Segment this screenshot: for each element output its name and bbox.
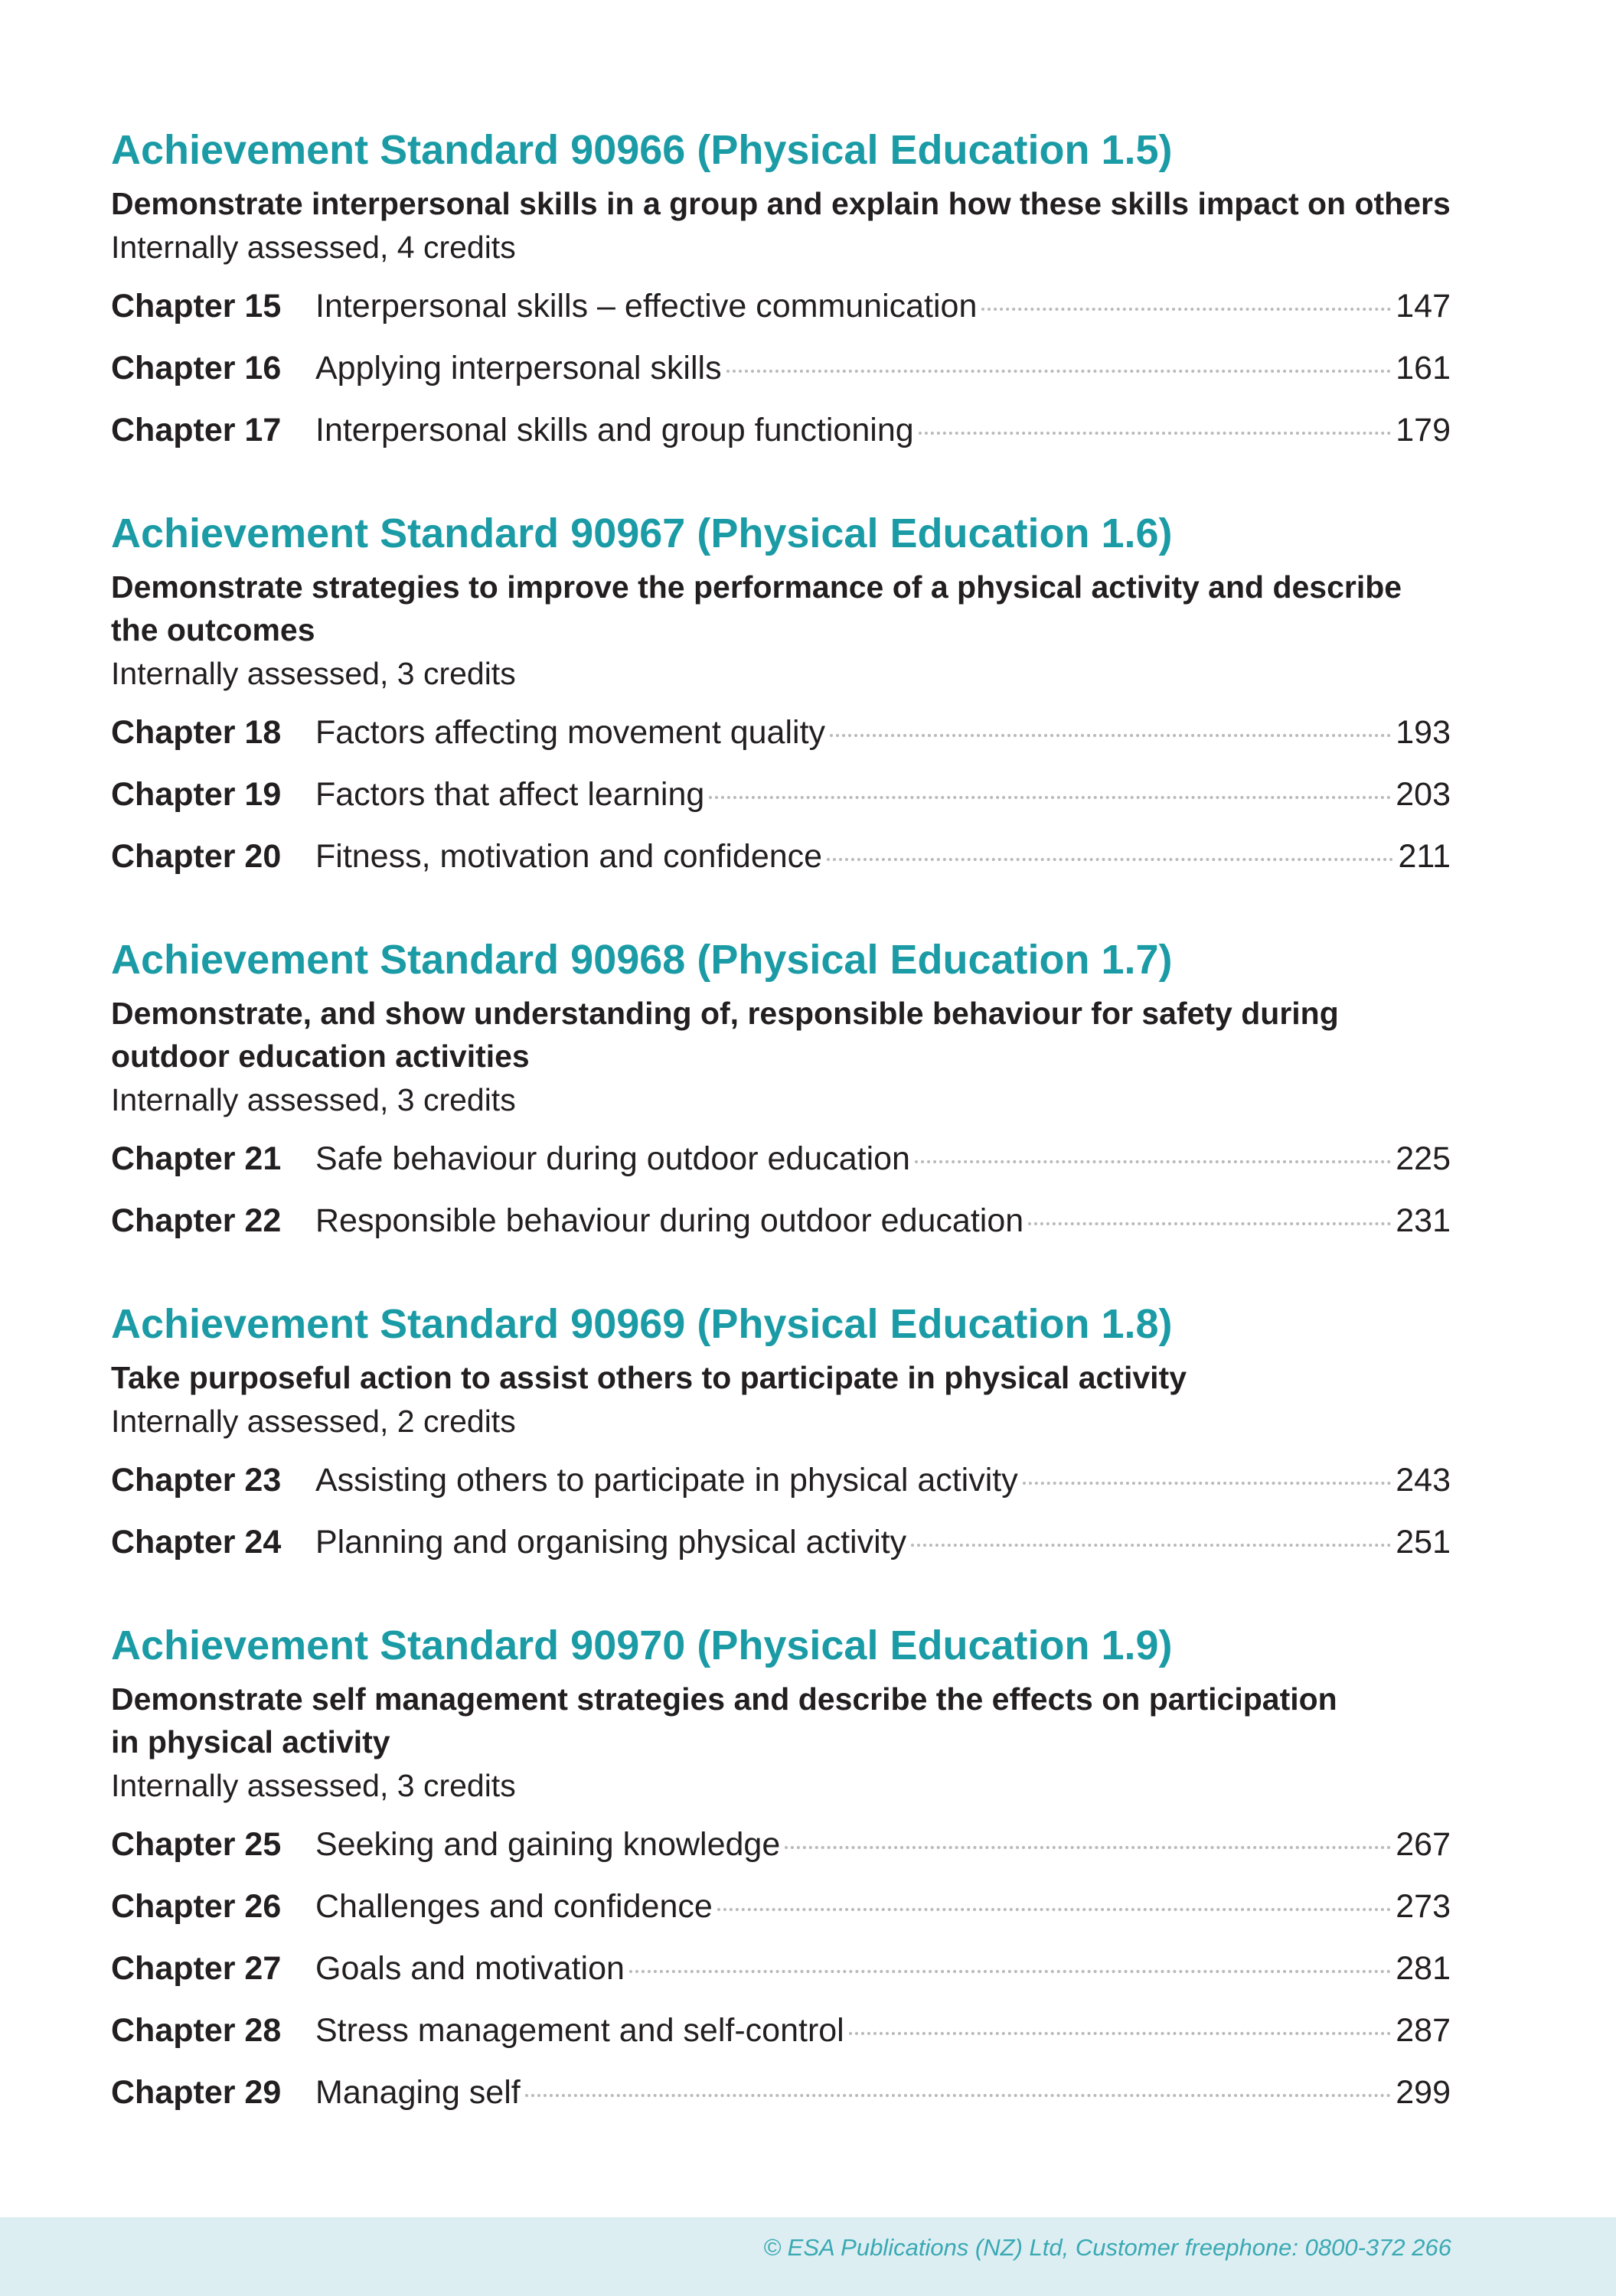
dot-leader	[919, 432, 1392, 435]
chapter-number: Chapter 15	[111, 288, 282, 325]
standard-section	[111, 506, 1451, 888]
standard-title: Achievement Standard 90968 (Physical Education 1.7)	[111, 937, 1173, 983]
dot-leader	[849, 2032, 1392, 2035]
page-number: 251	[1396, 1524, 1451, 1561]
dot-leader	[981, 308, 1391, 311]
page-number: 273	[1396, 1888, 1451, 1925]
chapter-entry[interactable]	[111, 1938, 1451, 2000]
chapter-number: Chapter 21	[111, 1140, 282, 1177]
assessment-info: Internally assessed, 3 credits	[111, 1082, 516, 1117]
chapter-title: Fitness, motivation and confidence	[315, 838, 823, 875]
chapter-title: Assisting others to participate in physical activity	[315, 1462, 1018, 1499]
chapter-number: Chapter 24	[111, 1524, 282, 1561]
dot-leader	[525, 2094, 1392, 2097]
page-number: 179	[1396, 412, 1451, 448]
chapter-number: Chapter 29	[111, 2074, 282, 2111]
chapter-number: Chapter 27	[111, 1950, 282, 1987]
standard-description: Demonstrate, and show understanding of, responsible behaviour for safety during	[111, 996, 1339, 1031]
chapter-entry[interactable]	[111, 400, 1451, 461]
chapter-number: Chapter 22	[111, 1202, 282, 1239]
chapter-title: Factors affecting movement quality	[315, 714, 826, 751]
standard-title: Achievement Standard 90969 (Physical Education 1.8)	[111, 1301, 1173, 1347]
chapter-entry[interactable]	[111, 1876, 1451, 1938]
chapter-number: Chapter 20	[111, 838, 282, 875]
standard-title: Achievement Standard 90967 (Physical Education 1.6)	[111, 510, 1173, 556]
dot-leader	[1023, 1482, 1392, 1485]
standard-title: Achievement Standard 90966 (Physical Education 1.5)	[111, 127, 1173, 173]
page-number: 161	[1396, 350, 1451, 386]
standard-section	[111, 1618, 1451, 2124]
standard-description: in physical activity	[111, 1724, 390, 1760]
chapter-number: Chapter 25	[111, 1826, 282, 1863]
dot-leader	[827, 858, 1393, 861]
chapter-entry[interactable]	[111, 2000, 1451, 2062]
chapter-title: Challenges and confidence	[315, 1888, 713, 1925]
assessment-info: Internally assessed, 3 credits	[111, 656, 516, 691]
assessment-info: Internally assessed, 3 credits	[111, 1768, 516, 1803]
chapter-number: Chapter 17	[111, 412, 282, 448]
chapter-entry[interactable]	[111, 702, 1451, 764]
chapter-title: Seeking and gaining knowledge	[315, 1826, 781, 1863]
footer-band	[0, 2217, 1616, 2296]
chapter-entry[interactable]	[111, 338, 1451, 400]
chapter-entry[interactable]	[111, 826, 1451, 888]
page-number: 211	[1398, 838, 1451, 875]
chapter-title: Managing self	[315, 2074, 521, 2111]
page-number: 193	[1396, 714, 1451, 751]
chapter-title: Interpersonal skills and group functioning	[315, 412, 914, 448]
page-number: 231	[1396, 1202, 1451, 1239]
chapter-number: Chapter 16	[111, 350, 282, 386]
dot-leader	[629, 1970, 1391, 1973]
page-number: 267	[1396, 1826, 1451, 1863]
chapter-title: Applying interpersonal skills	[315, 350, 722, 386]
standard-title: Achievement Standard 90970 (Physical Education 1.9)	[111, 1623, 1173, 1668]
chapter-number: Chapter 26	[111, 1888, 282, 1925]
chapter-title: Stress management and self-control	[315, 2012, 844, 2049]
page-number: 281	[1396, 1950, 1451, 1987]
chapter-entry[interactable]	[111, 764, 1451, 826]
standard-description: Take purposeful action to assist others to participate in physical activity	[111, 1360, 1187, 1395]
standard-description: the outcomes	[111, 612, 315, 647]
chapter-entry[interactable]	[111, 1190, 1451, 1252]
assessment-info: Internally assessed, 2 credits	[111, 1404, 516, 1439]
dot-leader	[915, 1160, 1391, 1163]
dot-leader	[726, 370, 1392, 373]
standard-section	[111, 122, 1451, 461]
chapter-title: Interpersonal skills – effective communication	[315, 288, 978, 325]
dot-leader	[717, 1908, 1391, 1911]
chapter-entry[interactable]	[111, 1512, 1451, 1574]
chapter-entry[interactable]	[111, 1814, 1451, 1876]
dot-leader	[911, 1544, 1391, 1547]
chapter-title: Responsible behaviour during outdoor education	[315, 1202, 1024, 1239]
chapter-title: Planning and organising physical activity	[315, 1524, 907, 1561]
page-number: 203	[1396, 776, 1451, 813]
standard-description: Demonstrate interpersonal skills in a group and explain how these skills impact on others	[111, 186, 1451, 221]
chapter-title: Factors that affect learning	[315, 776, 705, 813]
page-number: 299	[1396, 2074, 1451, 2111]
dot-leader	[830, 734, 1391, 737]
table-of-contents	[111, 122, 1451, 2124]
chapter-entry[interactable]	[111, 1450, 1451, 1512]
chapter-title: Safe behaviour during outdoor education	[315, 1140, 910, 1177]
chapter-number: Chapter 19	[111, 776, 282, 813]
chapter-entry[interactable]	[111, 2062, 1451, 2124]
page-number: 147	[1396, 288, 1451, 325]
standard-description: Demonstrate self management strategies and describe the effects on participation	[111, 1681, 1337, 1717]
chapter-title: Goals and motivation	[315, 1950, 625, 1987]
standard-section	[111, 1296, 1451, 1574]
chapter-entry[interactable]	[111, 1128, 1451, 1190]
dot-leader	[1028, 1222, 1391, 1225]
page-number: 243	[1396, 1462, 1451, 1499]
chapter-entry[interactable]	[111, 276, 1451, 338]
dot-leader	[709, 796, 1391, 799]
page-number: 287	[1396, 2012, 1451, 2049]
standard-section	[111, 932, 1451, 1252]
assessment-info: Internally assessed, 4 credits	[111, 230, 516, 265]
chapter-number: Chapter 28	[111, 2012, 282, 2049]
dot-leader	[785, 1846, 1391, 1849]
page-number: 225	[1396, 1140, 1451, 1177]
standard-description: Demonstrate strategies to improve the performance of a physical activity and describe	[111, 569, 1402, 605]
copyright-notice: © ESA Publications (NZ) Ltd, Customer freephone: 0800-372 266	[763, 2234, 1451, 2261]
standard-description: outdoor education activities	[111, 1039, 530, 1074]
chapter-number: Chapter 18	[111, 714, 282, 751]
chapter-number: Chapter 23	[111, 1462, 282, 1499]
